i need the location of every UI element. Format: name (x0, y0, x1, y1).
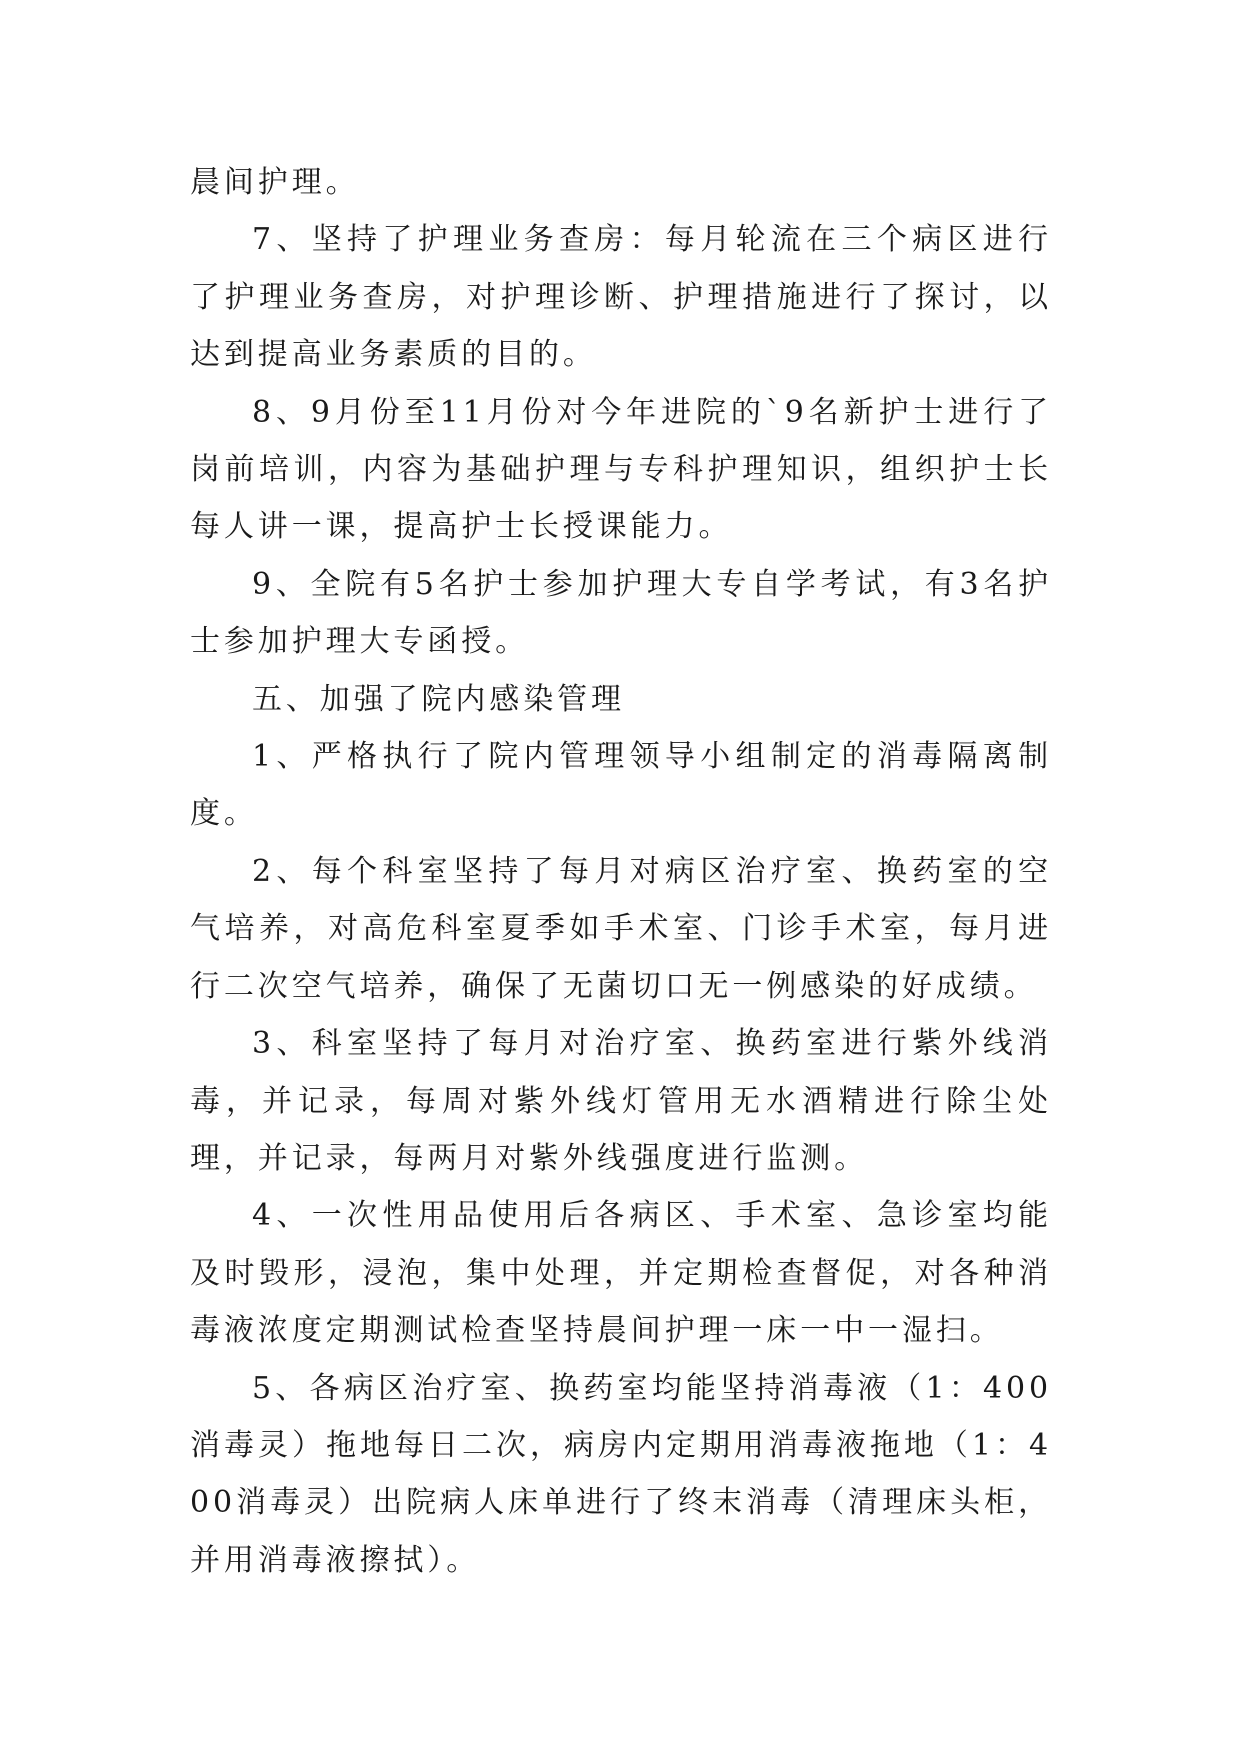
section-heading-5: 五、加强了院内感染管理 (252, 681, 625, 717)
paragraph-infection-2: 2、每个科室坚持了每月对病区治疗室、换药室的空气培养，对高危科室夏季如手术室、门诊手术室，每月进行二次空气培养，确保了无菌切口无一例感染的好成绩。 (190, 853, 1052, 1004)
paragraph-continuation: 晨间护理。 (190, 165, 360, 200)
document-body (190, 154, 1052, 1589)
paragraph-infection-3: 3、科室坚持了每月对治疗室、换药室进行紫外线消毒，并记录，每周对紫外线灯管用无水酒精进行除尘处理，并记录，每两月对紫外线强度进行监测。 (190, 1026, 1052, 1176)
paragraph-infection-5: 5、各病区治疗室、换药室均能坚持消毒液（1：400消毒灵）拖地每日二次，病房内定期用消毒液拖地（1：400消毒灵）出院病人床单进行了终末消毒（清理床头柜，并用消毒液擦拭）。 (190, 1370, 1052, 1578)
paragraph-item-9: 9、全院有5名护士参加护理大专自学考试，有3名护士参加护理大专函授。 (190, 566, 1052, 660)
paragraph-item-8: 8、9月份至11月份对今年进院的`9名新护士进行了岗前培训，内容为基础护理与专科护理知识，组织护士长每人讲一课，提高护士长授课能力。 (190, 394, 1052, 545)
paragraph-infection-4: 4、一次性用品使用后各病区、手术室、急诊室均能及时毁形，浸泡，集中处理，并定期检查督促，对各种消毒液浓度定期测试检查坚持晨间护理一床一中一湿扫。 (190, 1198, 1052, 1349)
paragraph-infection-1: 1、严格执行了院内管理领导小组制定的消毒隔离制度。 (190, 739, 1052, 832)
paragraph-item-7: 7、坚持了护理业务查房：每月轮流在三个病区进行了护理业务查房，对护理诊断、护理措施进行了探讨，以达到提高业务素质的目的。 (190, 222, 1052, 373)
